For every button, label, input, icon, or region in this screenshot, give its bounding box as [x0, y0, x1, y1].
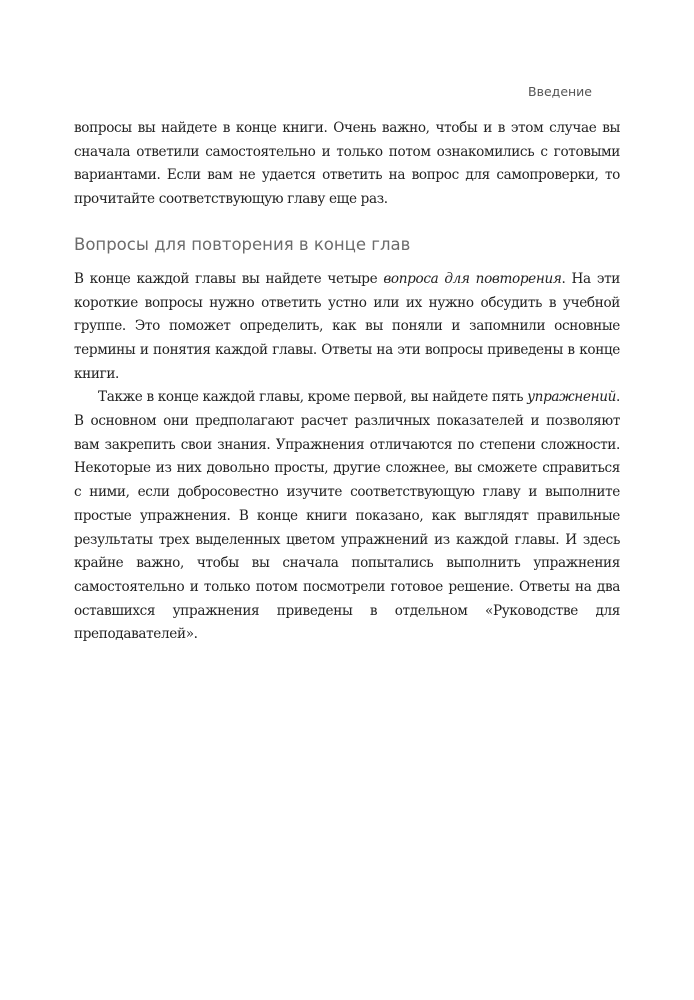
emphasis-term: вопроса для повторения [383, 270, 562, 287]
exercises-paragraph [74, 386, 620, 647]
section-heading: Вопросы для повторения в конце глав [74, 234, 411, 254]
paragraph-text: Также в конце каждой главы, кроме первой, вы найдете пять [98, 389, 528, 406]
paragraph-text: В конце каждой главы вы найдете четыре [74, 270, 384, 287]
page-body [74, 117, 620, 647]
running-head: Введение [528, 84, 592, 99]
paragraph-text: . На эти короткие вопросы нужно ответить устно или их нужно обсудить в учебной группе. Это поможет определить, как вы поняли и запомнили основные термины и понятия каждой главы. Ответы на эти вопросы приведены в конце книги. [74, 270, 620, 382]
paragraph-text: . В основном они предполагают расчет различных показателей и позволяют вам закрепить свои знания. Упражнения отличаются по степени сложности. Некоторые из них довольно просты, другие сложнее, вы сможете справиться с ними, если добросовестно изучите соответствующую главу и выполните простые упражнения. В конце книги показано, как выглядят правильные результаты трех выделенных цветом упражнений из каждой главы. И здесь крайне важно, чтобы вы сначала попытались выполнить упражнения самостоятельно и только потом посмотрели готовое решение. Ответы на два оставшихся упражнения приведены в отдельном «Руководстве для преподавателей». [74, 389, 620, 643]
emphasis-term: упражнений [527, 389, 617, 406]
intro-paragraph: вопросы вы найдете в конце книги. Очень важно, чтобы и в этом случае вы сначала ответили самостоятельно и только потом ознакомились с готовыми вариантами. Если вам не удается ответить на вопрос для самопроверки, то прочитайте соответствующую главу еще раз. [74, 120, 620, 208]
review-questions-paragraph [74, 268, 620, 387]
